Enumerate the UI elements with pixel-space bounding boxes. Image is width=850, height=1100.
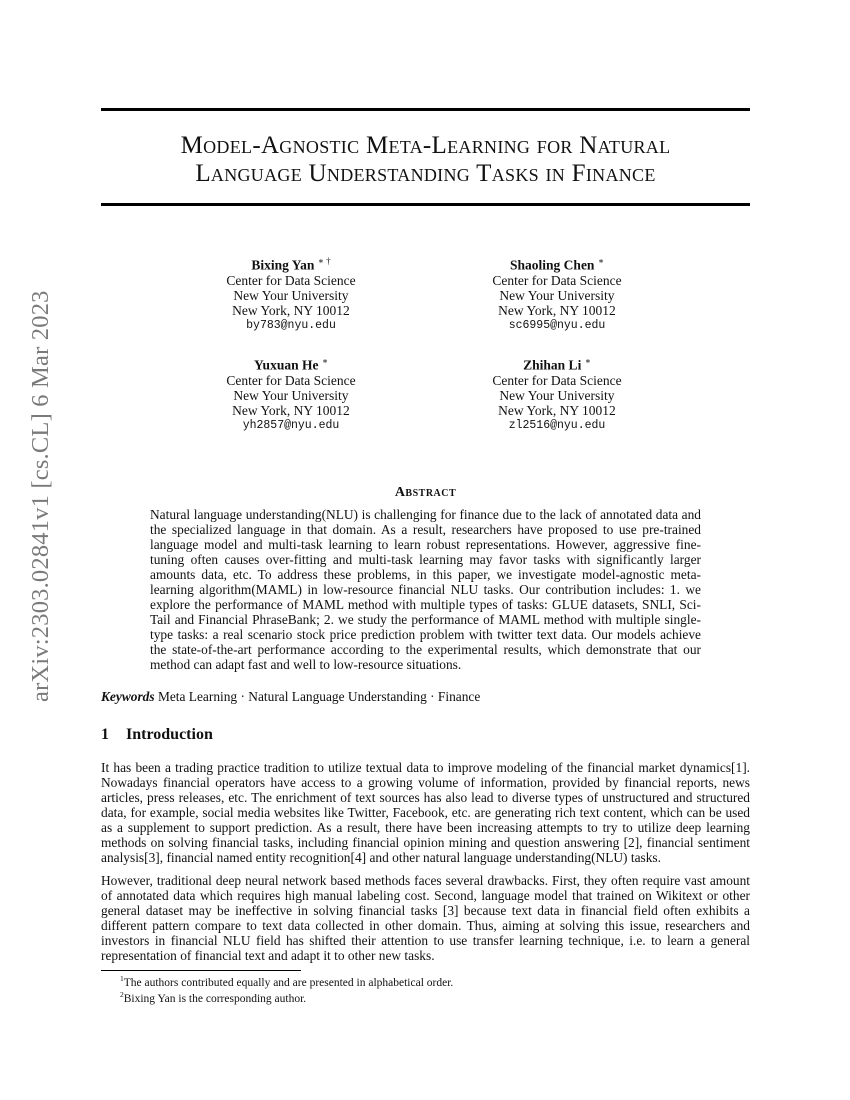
author-block — [447, 254, 667, 333]
footnote-mark: 1 — [120, 974, 124, 983]
footnote-mark: 2 — [120, 990, 124, 999]
abstract-text: Natural language understanding(NLU) is challenging for finance due to the lack of annotated data and the specialized language in that domain. As a result, researchers have proposed to use pre-trained language model and multi-task learning to learn robust representations. However, aggressive fine-tuning often causes over-fitting and multi-task learning may favor tasks with significantly larger amounts data, etc. To address these problems, in this paper, we investigate model-agnostic meta-learning algorithm(MAML) in low-resource financial NLU tasks. Our contribution includes: 1. we explore the performance of MAML method with multiple types of tasks: GLUE datasets, SNLI, Sci-Tail and Financial PhraseBank; 2. we study the performance of MAML method with multiple single-type tasks: a real scenario stock price prediction problem with twitter text data. Our models achieve the state-of-the-art performance according to the experimental results, which demonstrate that our method can adapt fast and well to low-resource situations. — [150, 507, 701, 672]
author-marks: ∗ † — [317, 256, 331, 266]
author-institution: New Your University — [499, 287, 615, 303]
author-name: Yuxuan He ∗ — [254, 356, 328, 373]
keywords-line — [101, 689, 480, 705]
arxiv-identifier: arXiv:2303.02841v1 [cs.CL] 6 Mar 2023 — [27, 290, 54, 702]
paper-title — [101, 132, 750, 188]
author-marks: ∗ — [597, 256, 604, 266]
author-block — [447, 354, 667, 433]
intro-paragraph-1: It has been a trading practice tradition to utilize textual data to improve modeling of the financial market dynamics[1]. Nowadays financial operators have access to a growing volume of information, provided by financial reports, news articles, press releases, etc. The enrichment of text sources has also lead to diverse types of unstructured and structured data, for example, social media websites like Twitter, Facebook, etc. are generating rich text content, which can be used as a supplement to support prediction. As a result, there have been increasing attempts to try to utilize deep learning methods on solving financial tasks, including financial opinion mining and question answering [2], financial sentiment analysis[3], financial named entity recognition[4] and other natural language understanding(NLU) tasks. — [101, 760, 750, 865]
author-location: New York, NY 10012 — [232, 402, 350, 418]
author-affiliation: Center for Data Science — [492, 272, 622, 288]
section-title: Introduction — [126, 726, 213, 743]
author-affiliation: Center for Data Science — [226, 372, 356, 388]
footnote-2 — [120, 990, 306, 1005]
author-affiliation: Center for Data Science — [226, 272, 356, 288]
author-marks: ∗ — [321, 356, 328, 366]
author-name: Zhihan Li ∗ — [523, 356, 591, 373]
abstract-heading: Abstract — [394, 485, 457, 500]
author-name: Bixing Yan ∗ † — [251, 256, 331, 273]
title-top-rule — [101, 108, 750, 111]
footnote-text: The authors contributed equally and are presented in alphabetical order. — [123, 976, 454, 989]
intro-paragraph-2: However, traditional deep neural network based methods faces several drawbacks. First, they often require vast amount of annotated data which requires high manual labeling cost. Second, language model that trained on Wikitext or other general dataset may be ineffective in solving financial tasks [3] because text data in financial field often exhibits a different pattern compare to text data collected in other domain. Thus, aiming at solving this issue, researchers and investors in financial NLU field has shifted their attention to use transfer learning technique, i.e. to learn a general representation of financial text and adapt it to other new tasks. — [101, 873, 750, 963]
author-email: by783@nyu.edu — [246, 318, 336, 332]
footnote-rule — [101, 970, 301, 971]
author-block — [181, 354, 401, 433]
title-bottom-rule — [101, 203, 750, 206]
author-block — [181, 254, 401, 333]
author-location: New York, NY 10012 — [498, 402, 616, 418]
author-name: Shaoling Chen ∗ — [510, 256, 604, 273]
author-email: zl2516@nyu.edu — [508, 418, 606, 432]
footnote-1 — [120, 974, 453, 989]
author-marks: ∗ — [584, 356, 591, 366]
author-location: New York, NY 10012 — [232, 302, 350, 318]
author-email: yh2857@nyu.edu — [242, 418, 340, 432]
title-line-1: Model-Agnostic Meta-Learning for Natural — [180, 132, 671, 159]
title-line-2: Language Understanding Tasks in Finance — [195, 160, 656, 187]
section-number: 1 — [101, 726, 109, 743]
author-institution: New Your University — [233, 387, 349, 403]
author-email: sc6995@nyu.edu — [508, 318, 606, 332]
author-affiliation: Center for Data Science — [492, 372, 622, 388]
keywords-label: Keywords — [101, 689, 155, 704]
author-institution: New Your University — [233, 287, 349, 303]
author-institution: New Your University — [499, 387, 615, 403]
author-location: New York, NY 10012 — [498, 302, 616, 318]
section-heading — [101, 726, 213, 744]
keywords-items: Meta Learning · Natural Language Understanding · Finance — [157, 689, 481, 704]
footnote-text: Bixing Yan is the corresponding author. — [123, 992, 307, 1005]
